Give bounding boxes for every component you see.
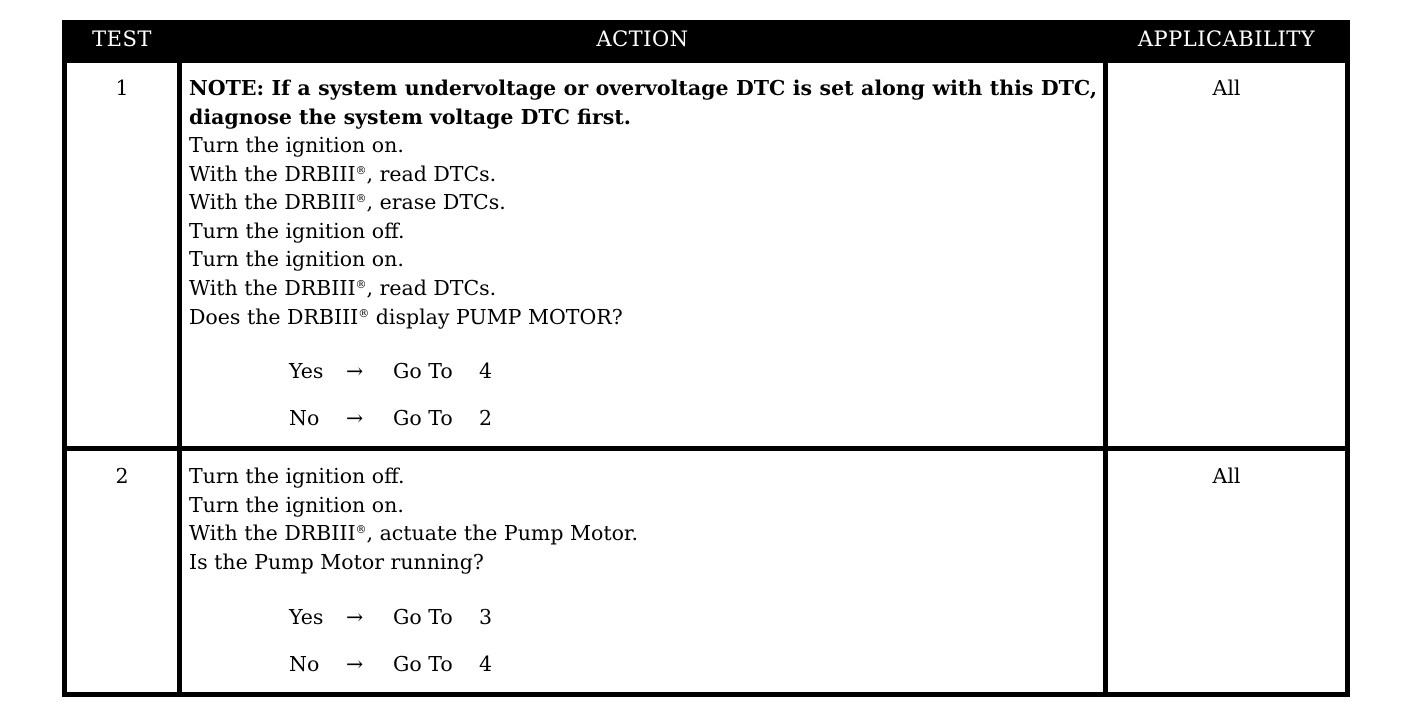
registered-mark: ® — [355, 277, 367, 291]
arrow-right-icon: → — [346, 604, 364, 629]
branch-answer: Yes — [289, 604, 324, 629]
diagnostic-test-table — [62, 20, 1350, 697]
branch-no — [289, 395, 1097, 442]
action-cell — [180, 61, 1106, 449]
registered-mark: ® — [355, 523, 367, 537]
goto-label: Go To — [393, 604, 453, 629]
note-text: NOTE: If a system undervoltage or overvoltage DTC is set along with this DTC, diagnose the system voltage DTC first. — [189, 76, 1097, 129]
step-text: Turn the ignition off. — [189, 218, 405, 243]
header-test: TEST — [65, 20, 180, 61]
header-applicability: APPLICABILITY — [1106, 20, 1348, 61]
table-header-row — [65, 20, 1348, 61]
step-text: Turn the ignition on. — [189, 492, 404, 517]
branch-answer: No — [289, 406, 320, 431]
header-action: ACTION — [180, 20, 1106, 61]
registered-mark: ® — [355, 192, 367, 206]
test-number: 2 — [65, 449, 180, 694]
goto-label: Go To — [393, 406, 453, 431]
arrow-right-icon: → — [346, 651, 364, 676]
table-row — [65, 449, 1348, 694]
test-number: 1 — [65, 61, 180, 449]
step-text: Turn the ignition on. — [189, 247, 404, 272]
step-text: With the DRBIII®, read DTCs. — [189, 161, 497, 186]
table-row — [65, 61, 1348, 449]
step-text: With the DRBIII®, actuate the Pump Motor. — [189, 521, 638, 546]
branch-yes — [289, 594, 1097, 641]
goto-label: Go To — [393, 651, 453, 676]
goto-target: 2 — [479, 406, 493, 431]
question-text: Is the Pump Motor running? — [189, 549, 484, 574]
goto-target: 4 — [479, 651, 493, 676]
goto-label: Go To — [393, 359, 453, 384]
step-text: With the DRBIII®, erase DTCs. — [189, 190, 506, 215]
branch-answer: No — [289, 651, 320, 676]
branch-no — [289, 641, 1097, 688]
applicability-cell: All — [1106, 61, 1348, 449]
branch-list — [189, 594, 1097, 688]
goto-target: 4 — [479, 359, 493, 384]
step-text: Turn the ignition on. — [189, 133, 404, 157]
question-text: Does the DRBIII® display PUMP MOTOR? — [189, 304, 623, 329]
branch-list — [189, 348, 1097, 442]
branch-yes — [289, 348, 1097, 395]
applicability-cell: All — [1106, 449, 1348, 694]
registered-mark: ® — [355, 163, 367, 177]
action-cell — [180, 449, 1106, 694]
arrow-right-icon: → — [346, 406, 364, 431]
arrow-right-icon: → — [346, 359, 364, 384]
step-text: Turn the ignition off. — [189, 464, 405, 489]
step-text: With the DRBIII®, read DTCs. — [189, 275, 497, 300]
goto-target: 3 — [479, 604, 493, 629]
registered-mark: ® — [358, 306, 370, 320]
branch-answer: Yes — [289, 359, 324, 384]
